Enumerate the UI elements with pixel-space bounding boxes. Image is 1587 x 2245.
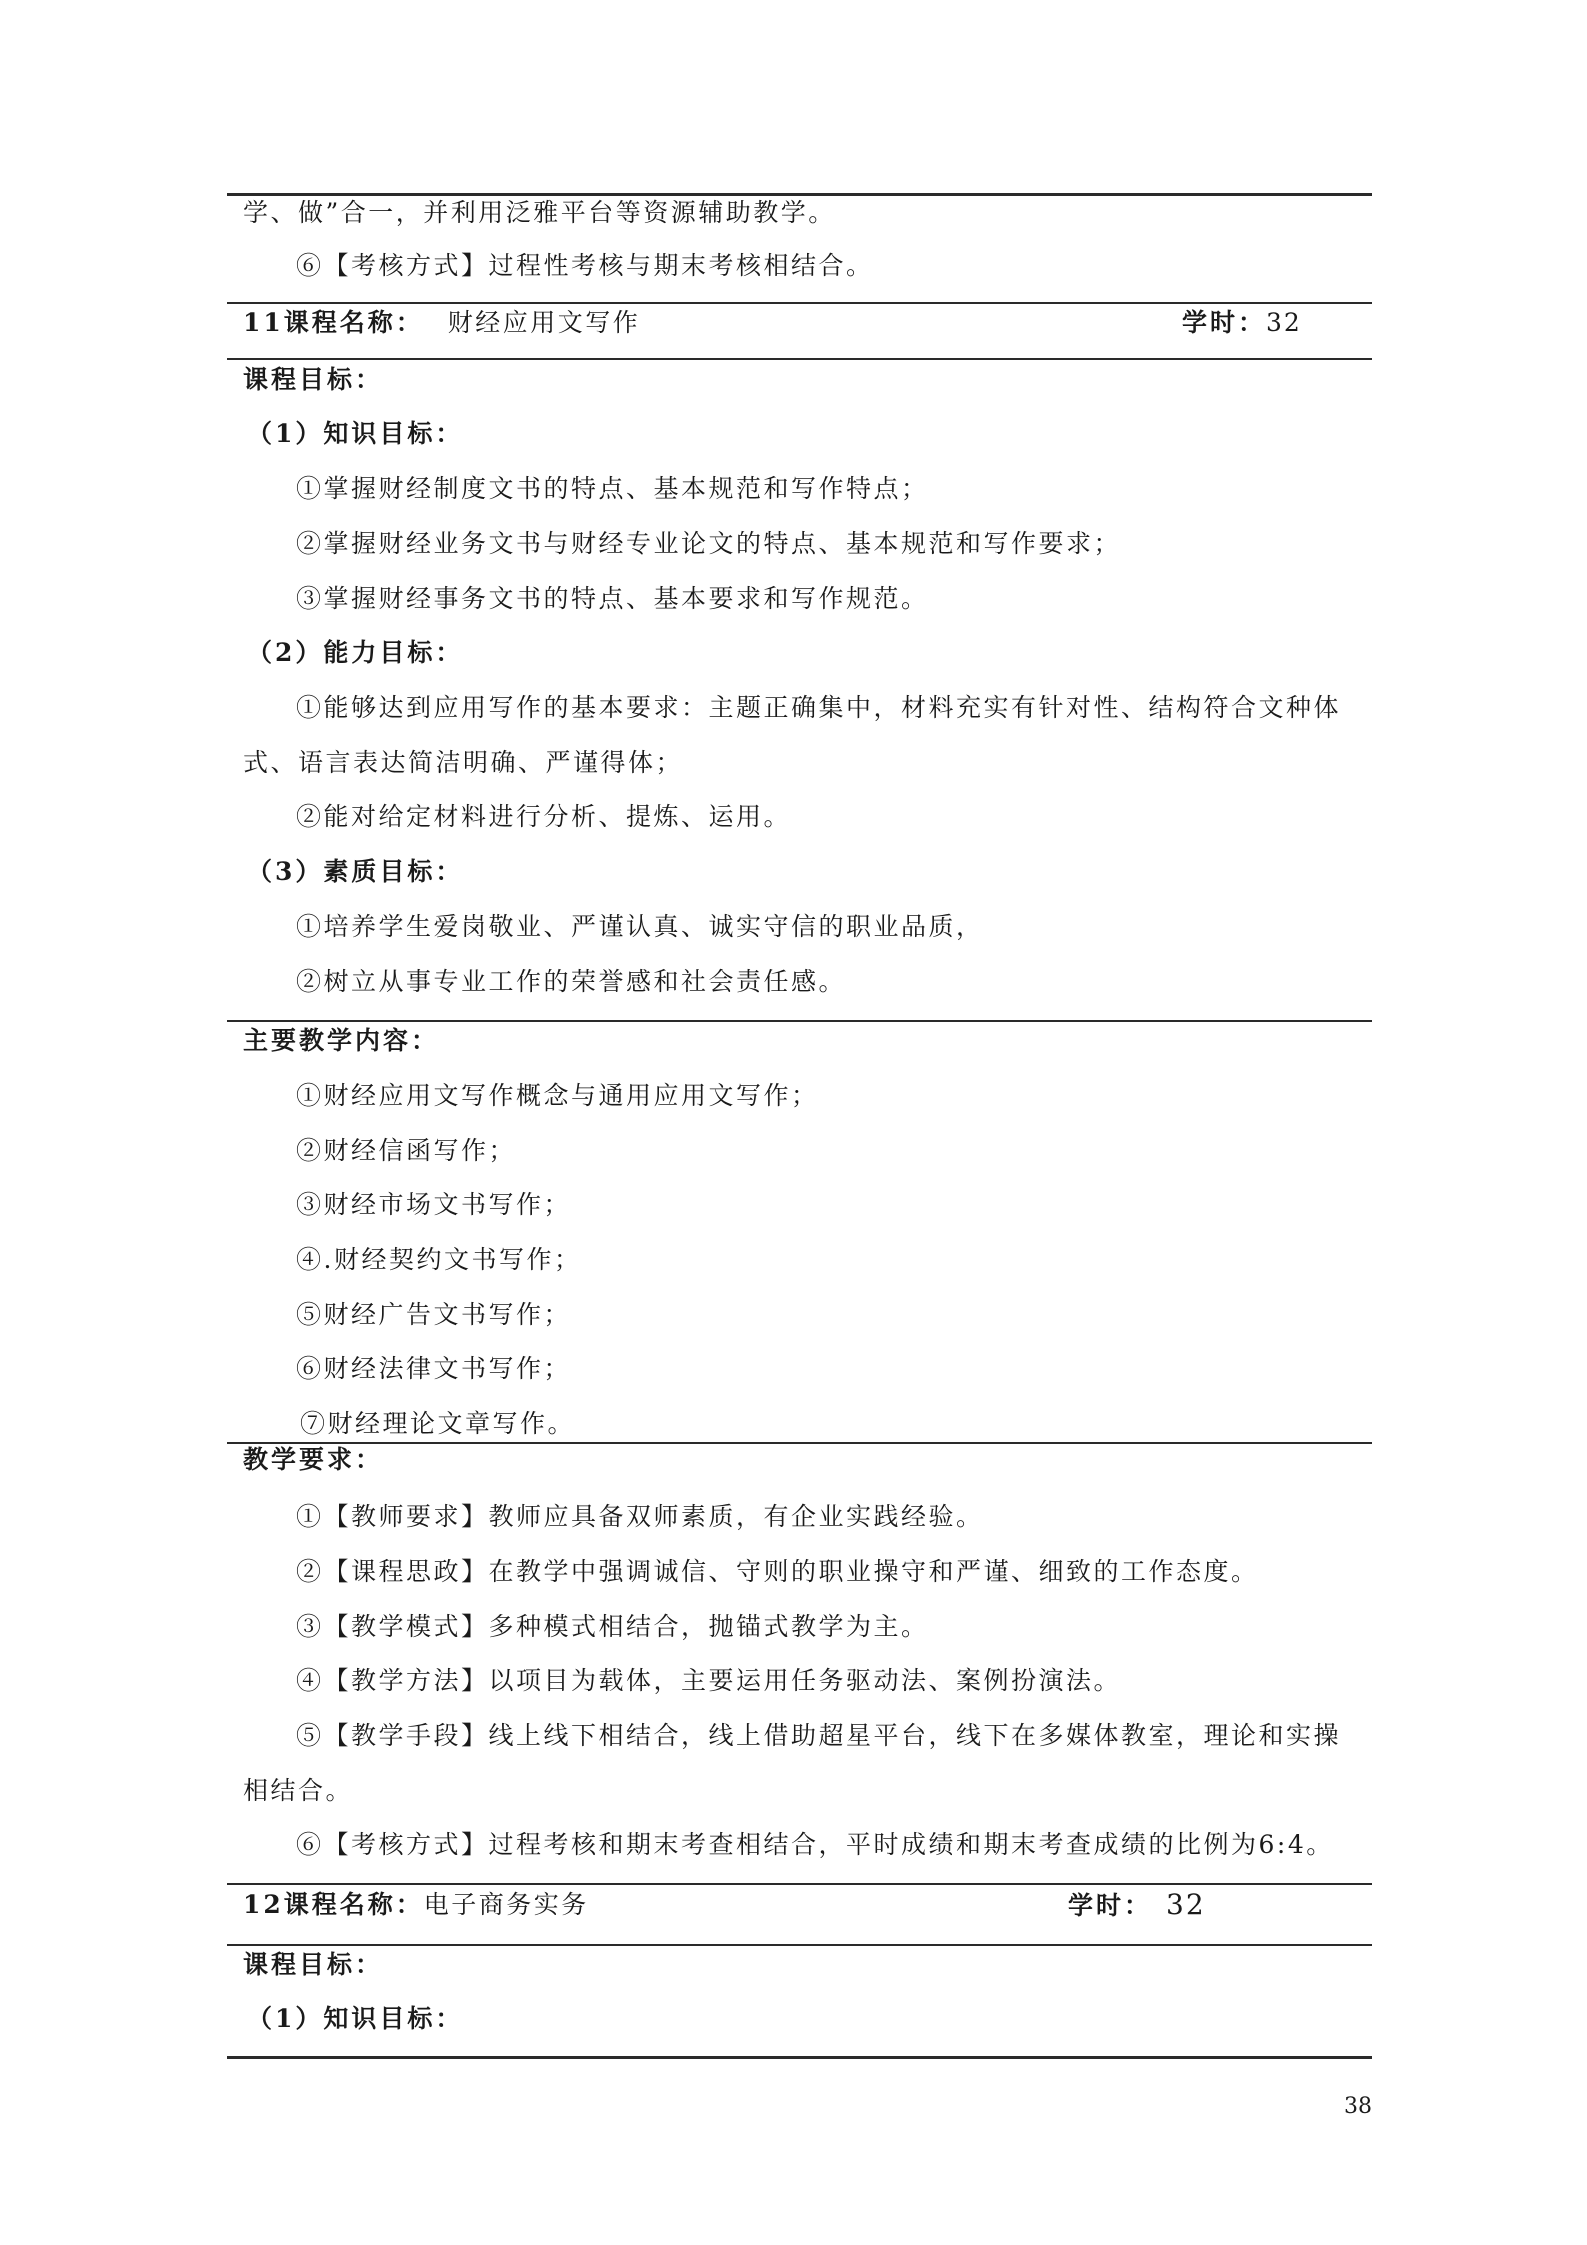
course-name: 电子商务实务 <box>423 1890 589 1919</box>
row-divider <box>227 358 1372 360</box>
course12-hours <box>1068 1888 1206 1923</box>
content-item: ②财经信函写作； <box>296 1136 517 1165</box>
row-divider <box>227 1020 1372 1022</box>
goals-title: 课程目标： <box>243 1950 384 1979</box>
content-item: ④.财经契约文书写作； <box>296 1245 582 1274</box>
content-item: ①财经应用文写作概念与通用应用文写作； <box>296 1081 819 1110</box>
course-name-label: 12课程名称： <box>243 1890 424 1919</box>
ability-item-continued: 式、语言表达简洁明确、严谨得体； <box>243 748 684 777</box>
course-name-label: 11课程名称： <box>243 308 424 337</box>
assessment-text: ⑥【考核方式】过程性考核与期末考核相结合。 <box>296 251 874 280</box>
requirement-item-continued: 相结合。 <box>243 1776 354 1805</box>
ability-item: ②能对给定材料进行分析、提炼、运用。 <box>296 802 792 831</box>
content-item: ⑥财经法律文书写作； <box>296 1354 572 1383</box>
requirement-item: ①【教师要求】教师应具备双师素质，有企业实践经验。 <box>296 1502 984 1531</box>
content-item: ⑦财经理论文章写作。 <box>300 1409 576 1438</box>
knowledge-title: （1）知识目标： <box>247 419 464 448</box>
ability-item: ①能够达到应用写作的基本要求：主题正确集中，材料充实有针对性、结构符合文种体 <box>296 693 1342 722</box>
requirement-item: ②【课程思政】在教学中强调诚信、守则的职业操守和严谨、细致的工作态度。 <box>296 1557 1259 1586</box>
content-title: 主要教学内容： <box>243 1026 440 1055</box>
knowledge-title: （1）知识目标： <box>247 2004 464 2033</box>
course-name: 财经应用文写作 <box>447 308 641 337</box>
course11-title-row <box>243 306 640 340</box>
content-item: ⑤财经广告文书写作； <box>296 1300 572 1329</box>
requirements-title: 教学要求： <box>243 1445 384 1474</box>
knowledge-item: ①掌握财经制度文书的特点、基本规范和写作特点； <box>296 474 929 503</box>
row-divider <box>227 302 1372 304</box>
row-divider <box>227 1883 1372 1885</box>
content-item: ③财经市场文书写作； <box>296 1190 572 1219</box>
hours-value: 32 <box>1166 1888 1206 1921</box>
ability-title: （2）能力目标： <box>247 638 464 667</box>
requirement-item: ⑤【教学手段】线上线下相结合，线上借助超星平台，线下在多媒体教室，理论和实操 <box>296 1721 1342 1750</box>
goals-title: 课程目标： <box>243 365 384 394</box>
hours-label: 学时： <box>1068 1891 1153 1920</box>
requirement-item: ⑥【考核方式】过程考核和期末考查相结合，平时成绩和期末考查成绩的比例为6:4。 <box>296 1830 1334 1859</box>
quality-title: （3）素质目标： <box>247 857 464 886</box>
continuation-text: 学、做”合一，并利用泛雅平台等资源辅助教学。 <box>243 198 836 227</box>
course11-hours <box>1182 306 1302 340</box>
course12-title-row <box>243 1888 589 1922</box>
knowledge-item: ②掌握财经业务文书与财经专业论文的特点、基本规范和写作要求； <box>296 529 1122 558</box>
hours-value: 32 <box>1266 308 1302 337</box>
quality-item: ②树立从事专业工作的荣誉感和社会责任感。 <box>296 967 847 996</box>
table-bottom-border <box>227 2056 1372 2059</box>
quality-item: ①培养学生爱岗敬业、严谨认真、诚实守信的职业品质， <box>296 912 984 941</box>
hours-label: 学时： <box>1182 308 1267 337</box>
requirement-item: ④【教学方法】以项目为载体，主要运用任务驱动法、案例扮演法。 <box>296 1666 1122 1695</box>
row-divider <box>227 1442 1372 1444</box>
row-divider <box>227 1944 1372 1946</box>
page-number: 38 <box>1344 2094 1372 2119</box>
knowledge-item: ③掌握财经事务文书的特点、基本要求和写作规范。 <box>296 584 929 613</box>
requirement-item: ③【教学模式】多种模式相结合，抛锚式教学为主。 <box>296 1612 929 1641</box>
